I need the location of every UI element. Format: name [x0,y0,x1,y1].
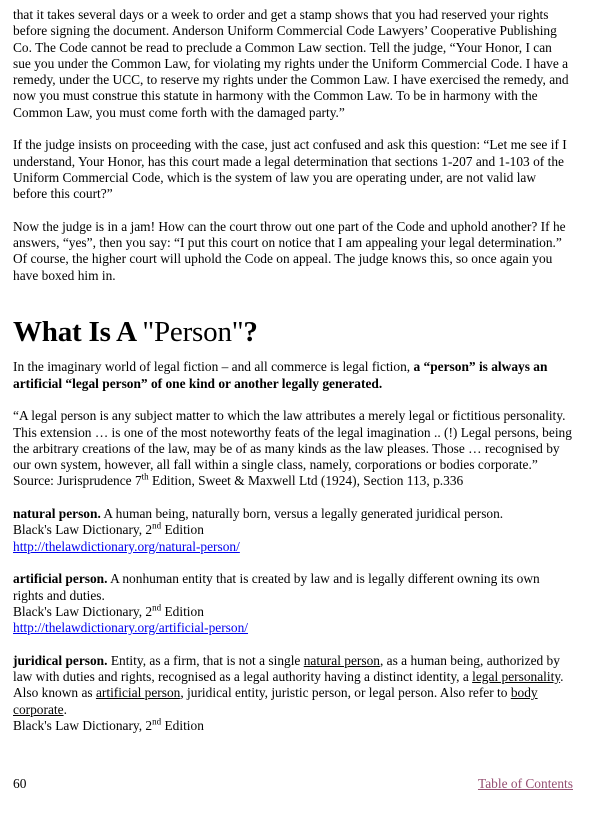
text-run: Black's Law Dictionary, 2 [13,717,153,733]
paragraph-legal-fiction-intro [13,359,573,392]
superscript: nd [152,602,162,613]
page-footer [13,776,573,792]
definition-natural-person [13,506,573,555]
text-run: natural person. [13,506,101,522]
text-run: a “person” is always an artificial “legal person” of one kind or another legally generated. [13,359,548,391]
paragraph-jurisprudence-quote [13,408,573,489]
text-run: that it takes several days or a week to order and get a stamp shows that you had reserved your rights before signing the document. Anderson Uniform Commercial Code Lawyers’ Cooperative Publishing Co. The Code cannot be read to preclude a Common Law section. Tell the judge, “Your Honor, I can sue you under the Common Law, for violating my rights under the Uniform Commercial Code. I have a remedy, under the UCC, to reserve my rights under the Common Law. I have exercised the remedy, and now you must construe this statute in harmony with the Common Law. To be in harmony with the Common Law, you must come forth with the damaged party.” [13,7,569,120]
definition-juridical-person [13,653,573,734]
text-run: In the imaginary world of legal fiction – and all commerce is legal fiction, [13,359,414,375]
text-run: . [63,701,67,717]
text-run: . Also known as [13,669,564,701]
text-run: body corporate [13,685,538,717]
paragraph-judge-in-a-jam [13,219,573,284]
text-run: What Is A [13,316,143,349]
text-run: Edition [161,717,204,733]
text-run: A human being, naturally born, versus a legally generated juridical person. [100,506,504,522]
definition-artificial-person [13,571,573,636]
paragraph-judge-question [13,137,573,202]
text-run: legal personality [472,669,561,685]
text-run: natural person [303,652,380,668]
text-run: Source: Jurisprudence 7 [13,473,142,489]
text-run: artificial person [95,685,181,701]
text-run: , juridical entity, juristic person, or legal person. Also refer to [180,685,511,701]
superscript: nd [152,520,162,531]
text-run: Edition [161,522,204,538]
text-run: artificial person. [13,571,108,587]
text-run: Edition [161,603,204,619]
text-run: "Person" [142,316,244,349]
natural-person-link[interactable]: http://thelawdictionary.org/natural-person/ [13,538,240,554]
text-run: Edition, Sweet & Maxwell Ltd (1924), Section 113, p.336 [148,473,464,489]
superscript: nd [152,716,162,727]
text-run: Black's Law Dictionary, 2 [13,603,153,619]
table-of-contents-link[interactable]: Table of Contents [477,776,573,791]
text-run: , as a human being, authorized by law with duties and rights, recognised as a legal authority having a distinct identity, a [13,652,560,685]
text-run: Black's Law Dictionary, 2 [13,522,153,538]
text-run: “A legal person is any subject matter to which the law attributes a merely legal or fictitious personality. This extension … is one of the most noteworthy feats of the legal imagination .. (!) Legal persons, being the arbitrary creations of the law, may be of as many kinds as the law pleases. Those … recognised by our own system, however, all fall within a single class, namely, corporations or bodies corporate.” [13,408,572,473]
artificial-person-link[interactable]: http://thelawdictionary.org/artificial-person/ [13,620,249,636]
paragraph-stamp-reservation [13,7,573,121]
text-run: Entity, as a firm, that is not a single [107,652,304,668]
text-run: juridical person. [13,652,108,668]
page-number: 60 [13,776,27,791]
text-run: If the judge insists on proceeding with the case, just act confused and ask this question: “Let me see if I understand, Your Honor, has this court made a legal determination that sections 1-207 and 1-103 of the Uniform Commercial Code, which is the system of law you are operating under, are not valid law before this court?” [13,137,567,202]
superscript: th [141,472,149,482]
text-run: Now the judge is in a jam! How can the court throw out one part of the Code and uphold another? If he answers, “yes”, then you say: “I put this court on notice that I am appealing your legal determination.” Of course, the higher court will uphold the Code on appeal. The judge knows this, so once again you have boxed him in. [13,218,566,283]
heading-what-is-a-person [13,316,573,349]
text-run: ? [243,316,258,349]
text-run: A nonhuman entity that is created by law and is legally different owning its own rights and duties. [13,571,540,603]
